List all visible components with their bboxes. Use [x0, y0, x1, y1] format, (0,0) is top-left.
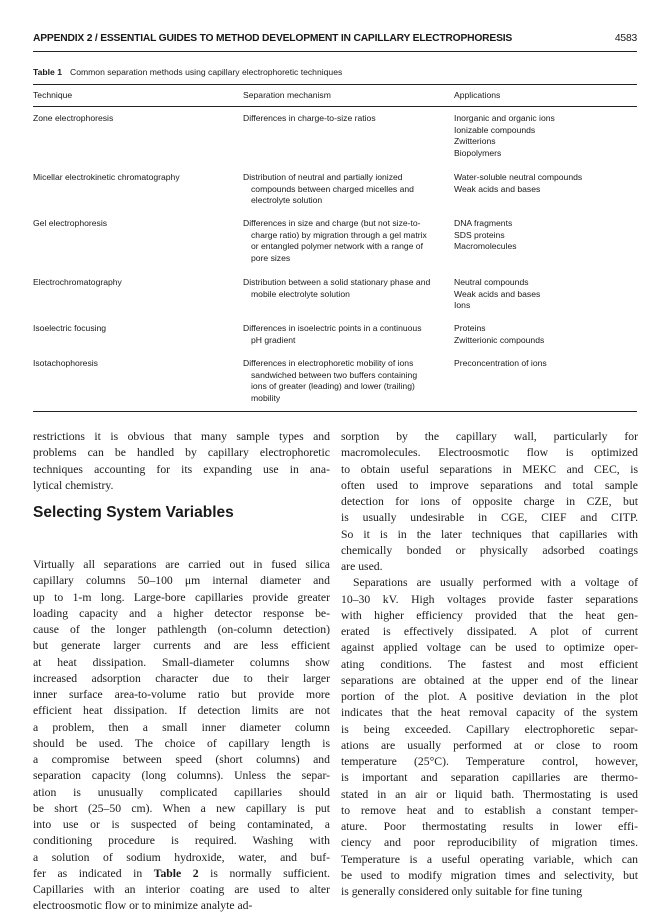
table-cell-mechanism	[243, 323, 422, 346]
table-cell-applications	[454, 172, 582, 195]
application-line: Zwitterionic compounds	[454, 334, 545, 345]
text-line: with higher efficiency provided that the heat gen-	[341, 608, 638, 622]
text-line: up to 1-m long. Large-bore capillaries provide greater	[33, 590, 330, 604]
text-line: to obtain useful separations in MEKC and CEC, is	[341, 462, 638, 476]
application-line: Preconcentration of ions	[454, 358, 547, 368]
text-line: lytical chemistry.	[33, 478, 114, 492]
text-line: is usually undesirable in CGE, CIEF and CITP.	[341, 511, 638, 525]
table-cell-mechanism	[243, 218, 427, 265]
text-line: separations are obtained at the upper end of the linear	[341, 673, 638, 687]
text-line: techniques accounting for its expanding use in ana-	[33, 462, 330, 476]
text-line: problems can be handled by capillary electrophoretic	[33, 446, 330, 460]
application-line: SDS proteins	[454, 229, 505, 240]
text-line: indicates that the heat removal capacity of the system	[341, 706, 638, 720]
table-caption	[33, 67, 342, 77]
application-line: Inorganic and organic ions	[454, 113, 555, 123]
mechanism-line: sandwiched between two buffers containing	[251, 369, 418, 380]
text-line: ation is unusually complicated capillaries should	[33, 785, 330, 799]
section-heading: Selecting System Variables	[33, 504, 234, 521]
text-line: to remove heat and to establish a constant temper-	[341, 803, 638, 817]
text-line: portion of the plot. A positive deviation in the plot	[341, 690, 638, 703]
text-line: erated is effectively dissipated. A plot of current	[341, 625, 638, 638]
mechanism-line: pore sizes	[251, 253, 291, 264]
mechanism-line: mobility	[251, 393, 281, 404]
table-cell-applications	[454, 323, 544, 346]
left-paragraph-1	[33, 429, 330, 494]
text-line: macromolecules. Electroosmotic flow is optimized	[341, 446, 638, 460]
application-line: DNA fragments	[454, 218, 513, 228]
table-top-rule	[33, 84, 637, 85]
text-line: against applied voltage can be used to optimize oper-	[341, 641, 638, 655]
text-line: 10–30 kV. High voltages provide faster separations	[341, 592, 638, 606]
mechanism-line: charge ratio) by migration through a gel matrix	[251, 229, 427, 240]
text-segment: fer as indicated in	[33, 866, 154, 880]
table-cell-mechanism	[243, 358, 417, 405]
mechanism-line: ions of greater (leading) and lower (trailing)	[251, 381, 415, 392]
mechanism-line: pH gradient	[251, 334, 296, 345]
text-line	[33, 866, 330, 882]
table-cell-technique: Electrochromatography	[33, 277, 122, 287]
text-line: cause of the longer pathlength (on-column detection)	[33, 623, 330, 636]
text-line: ature. Poor thermostating results in lower effi-	[341, 820, 638, 833]
text-line: So it is in the later techniques that capillaries with	[341, 527, 638, 541]
text-line: be short (25–50 cm). When a new capillary is put	[33, 801, 330, 815]
table-header-technique: Technique	[33, 90, 73, 100]
text-line: detection for ions of opposite charge in CZE, but	[341, 495, 638, 508]
text-line: are used.	[341, 560, 383, 573]
left-paragraph-2	[33, 557, 330, 915]
text-line: is generally considered only suitable for fine tuning	[341, 885, 583, 898]
table-caption-text: Common separation methods using capillary electrophoretic techniques	[69, 67, 343, 77]
text-line: ating conditions. The fastest and most efficient	[341, 657, 638, 671]
text-line: sorption by the capillary wall, particularly for	[341, 430, 638, 443]
table-header-rule	[33, 106, 637, 107]
text-line: Separations are usually performed with a voltage of	[353, 576, 638, 590]
text-line: conditioning procedure is required. Washing with	[33, 834, 330, 848]
running-head-title: APPENDIX 2 / ESSENTIAL GUIDES TO METHOD DEVELOPMENT IN CAPILLARY ELECTROPHORESIS	[33, 33, 513, 44]
text-line: separation capacity (long columns). Unless the separ-	[33, 769, 330, 783]
text-line: increased adsorption character due to their larger	[33, 671, 330, 685]
application-line: Biopolymers	[454, 148, 502, 159]
text-line: a problem, then a small inner diameter column	[33, 720, 330, 734]
table-cell-technique: Isoelectric focusing	[33, 323, 107, 333]
text-line: be used to modify migration times and selectivity, but	[341, 868, 638, 882]
right-column	[341, 429, 638, 900]
text-line: is important and separation capillaries are thermo-	[341, 771, 638, 785]
table-reference: Table 2	[153, 866, 199, 880]
table-cell-applications	[454, 277, 540, 312]
table-cell-applications	[454, 113, 555, 160]
application-line: Ions	[454, 300, 471, 311]
mechanism-line: Differences in isoelectric points in a continuous	[243, 323, 422, 333]
table-cell-technique: Micellar electrokinetic chromatography	[33, 172, 180, 182]
table-cell-technique: Zone electrophoresis	[33, 113, 114, 123]
application-line: Zwitterions	[454, 136, 496, 147]
table-cell-mechanism	[243, 277, 430, 300]
text-line: electroosmotic flow or to minimize analyte ad-	[33, 899, 253, 913]
application-line: Proteins	[454, 323, 486, 333]
table-cell-mechanism	[243, 172, 414, 207]
text-line: ations are usually performed at or close to room	[341, 738, 638, 752]
text-line: temperature (25°C). Temperature control, however,	[341, 755, 638, 768]
page-number: 4583	[614, 33, 637, 44]
table-cell-applications	[454, 218, 517, 253]
table-label: Table 1	[33, 67, 62, 77]
text-line: Temperature is a useful operating variable, which can	[341, 852, 638, 866]
text-line: stated in an air or liquid bath. Thermostating is used	[341, 787, 638, 801]
table-bottom-rule	[33, 411, 637, 412]
mechanism-line: Distribution between a solid stationary phase and	[243, 277, 431, 287]
mechanism-line: Differences in charge-to-size ratios	[243, 113, 376, 123]
text-line: capillary columns 50–100 μm internal diameter and	[33, 574, 330, 588]
text-line: chemically bonded or physically adsorbed coatings	[341, 543, 638, 557]
text-line: a compromise between speed (short columns) and	[33, 753, 330, 766]
text-segment: is normally sufficient.	[198, 866, 331, 880]
application-line: Weak acids and bases	[454, 288, 541, 299]
mechanism-line: mobile electrolyte solution	[251, 288, 350, 299]
text-line: but generate larger currents and are less efficient	[33, 639, 330, 653]
table-cell-applications	[454, 358, 547, 370]
text-line: ciency and poor reproducibility of migration times.	[341, 836, 638, 850]
text-line: at heat dissipation. Small-diameter columns show	[33, 655, 330, 669]
application-line: Ionizable compounds	[454, 124, 536, 135]
table-cell-mechanism	[243, 113, 376, 125]
table-header-mechanism: Separation mechanism	[243, 90, 331, 100]
table-header-applications: Applications	[454, 90, 501, 100]
application-line: Macromolecules	[454, 241, 517, 252]
text-line: Capillaries with an interior coating are used to alter	[33, 883, 330, 896]
table-cell-technique: Gel electrophoresis	[33, 218, 108, 228]
text-line: Virtually all separations are carried out in fused silica	[33, 558, 330, 571]
mechanism-line: electrolyte solution	[251, 195, 323, 206]
mechanism-line: Differences in size and charge (but not size-to-	[243, 218, 421, 228]
application-line: Water-soluble neutral compounds	[454, 172, 583, 182]
mechanism-line: compounds between charged micelles and	[251, 183, 414, 194]
table-cell-technique: Isotachophoresis	[33, 358, 98, 368]
mechanism-line: Differences in electrophoretic mobility of ions	[243, 358, 414, 368]
mechanism-line: or entangled polymer network with a range of	[251, 241, 423, 252]
text-line: into use or is suspected of being contaminated, a	[33, 818, 330, 831]
application-line: Neutral compounds	[454, 277, 529, 287]
text-line: a solution of sodium hydroxide, water, and buf-	[33, 850, 330, 864]
text-line: inner surface area-to-volume ratio but provide more	[33, 688, 330, 701]
text-line: is being exceeded. Capillary electrophoretic separ-	[341, 722, 638, 736]
text-line: often used to improve separations and total sample	[341, 478, 638, 492]
mechanism-line: Distribution of neutral and partially ionized	[243, 172, 403, 182]
text-line: loading capacity and a higher detector response be-	[33, 606, 330, 620]
application-line: Weak acids and bases	[454, 183, 541, 194]
running-head	[33, 33, 637, 44]
text-line: should be used. The choice of capillary length is	[33, 736, 330, 750]
header-rule	[33, 51, 637, 52]
text-line: restrictions it is obvious that many sample types and	[33, 430, 330, 443]
text-line: efficient heat dissipation. If detection limits are not	[33, 704, 330, 718]
